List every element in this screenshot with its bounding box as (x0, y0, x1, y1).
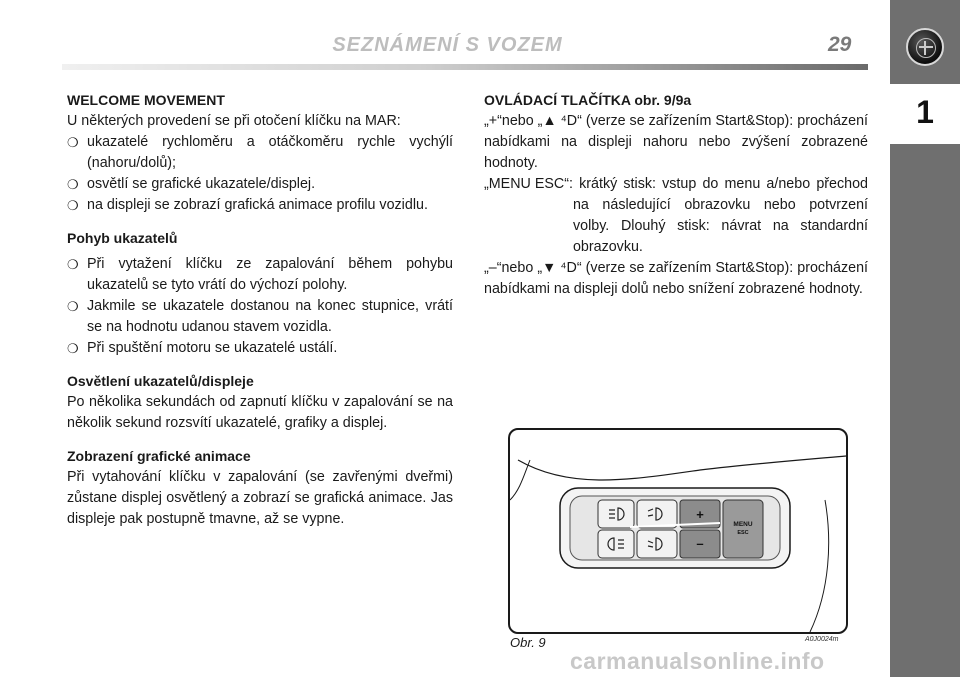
fog-light-button[interactable] (598, 500, 634, 528)
section-heading: OVLÁDACÍ TLAČÍTKA obr. 9/9a (484, 92, 692, 108)
list-item: ❍ Při vytažení klíčku ze zapalování během pohybu ukazatelů se tyto vrátí do výchozí polohy. (67, 256, 453, 293)
section-heading: WELCOME MOVEMENT (67, 92, 225, 108)
section-intro: U některých provedení se při otočení klíčku na MAR: (67, 113, 401, 129)
dash-edge-right (810, 500, 829, 632)
list-item: ❍ Jakmile se ukazatele dostanou na konec stupnice, vrátí se na hodnotu udanou stavem vozidla. (67, 298, 453, 335)
alfa-romeo-logo-icon (906, 28, 944, 66)
menu-key-text: krátký stisk: vstup do menu a/nebo přechod na následující obrazovku nebo potvrzení volby. Dlouhý stisk: návrat na standardní obrazovku. (572, 176, 868, 255)
minus-button-description: „–“nebo „▼ ⁴D“ (verze se zařízením Start&Stop): procházení nabídkami na displeji dolů nebo snížení zobrazené hodnoty. (484, 260, 868, 297)
section-heading: Osvětlení ukazatelů/displeje (67, 373, 254, 389)
bullet-list (67, 132, 453, 216)
bullet-list (67, 254, 453, 359)
menu-button-description (484, 174, 868, 258)
list-item: ❍ na displeji se zobrazí grafická animace profilu vozidlu. (67, 195, 453, 216)
figure-caption: Obr. 9 (510, 635, 546, 650)
menu-label: MENU (733, 521, 753, 528)
logo-badge (916, 38, 936, 58)
menu-key-label: „MENU ESC“: (484, 176, 573, 192)
dashboard-illustration (510, 430, 846, 632)
esc-label: ESC (737, 530, 749, 536)
list-item: ❍ Při spuštění motoru se ukazatelé ustálí. (67, 338, 453, 359)
bullet-icon: ❍ (67, 198, 79, 213)
chapter-number: 1 (916, 94, 934, 130)
list-item: ❍ ukazatelé rychloměru a otáčkoměru rychle vychýlí (nahoru/dolů); (67, 134, 453, 171)
bullet-icon: ❍ (67, 135, 79, 150)
bullet-icon: ❍ (67, 177, 79, 192)
dash-edge (510, 460, 530, 500)
logo-cross (924, 41, 926, 55)
bullet-icon: ❍ (67, 341, 79, 356)
plus-button-description: „+“nebo „▲ ⁴D“ (verze se zařízením Start&Stop): procházení nabídkami na displeji nahoru nebo zvýšení zobrazené hodnoty. (484, 113, 868, 171)
section-text: Při vytahování klíčku v zapalování (se zavřenými dveřmi) zůstane displej osvětlený a zobrazí se grafická animace. Jas displeje pak postupně tmavne, až se vypne. (67, 469, 453, 527)
light-button[interactable] (637, 500, 677, 528)
page-number: 29 (828, 33, 852, 56)
light-down-button[interactable] (637, 530, 677, 558)
logo-cross-bar (919, 46, 933, 48)
section-text: Po několika sekundách od zapnutí klíčku v zapalování se na několik sekund rozsvítí ukazatelé, grafiky a displej. (67, 394, 453, 431)
page-title: SEZNÁMENÍ S VOZEM (332, 34, 563, 56)
rear-fog-button[interactable] (598, 530, 634, 558)
figure-code: A0J0024m (805, 636, 839, 643)
chapter-tab[interactable] (890, 84, 960, 144)
control-buttons-figure (508, 428, 848, 634)
watermark: carmanualsonline.info (570, 648, 825, 674)
minus-label: – (696, 536, 704, 551)
dash-curve (518, 456, 846, 480)
menu-esc-button[interactable] (723, 500, 763, 558)
header-rule (62, 64, 868, 70)
plus-label: + (696, 507, 704, 522)
bullet-icon: ❍ (67, 257, 79, 272)
right-column (484, 90, 868, 300)
section-heading: Zobrazení grafické animace (67, 448, 251, 464)
list-item: ❍ osvětlí se grafické ukazatele/displej. (67, 174, 453, 195)
left-column (67, 90, 453, 530)
section-heading: Pohyb ukazatelů (67, 230, 178, 246)
bullet-icon: ❍ (67, 299, 79, 314)
